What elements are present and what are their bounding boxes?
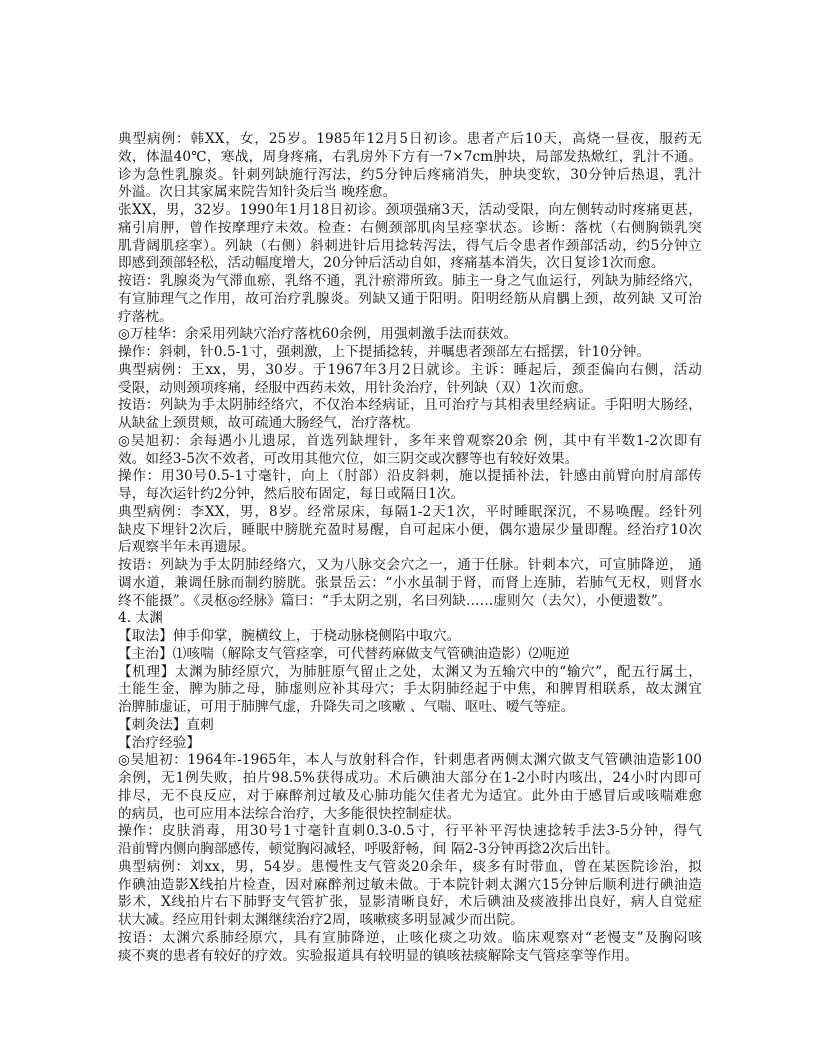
- text-line: 从缺盆上颈贯颊，故可疏通大肠经气，治疗落枕。: [118, 415, 420, 431]
- text-line: ◎吴旭初：1964年-1965年，本人与放射科合作，针刺患者两侧太渊穴做支气管碘油造影100: [118, 752, 702, 769]
- paragraph-section: [118, 664, 702, 717]
- text-line: ◎吴旭初：余每遇小儿遗尿，首选列缺埋针，多年来曾观察20余 例，其中有半数1-2次即有: [118, 432, 702, 449]
- text-line: 按语：乳腺炎为气滞血瘀，乳络不通，乳汁瘀滞所致。肺主一身之气血运行，列缺为肺经络穴，: [118, 273, 702, 289]
- document-page: [118, 131, 702, 965]
- text-line: 状大减。经应用针刺太渊继续治疗2周，咳嗽痰多明显减少而出院。: [118, 912, 524, 928]
- paragraph-method: [118, 468, 702, 504]
- paragraph-expert: [118, 326, 702, 344]
- paragraph-note: [118, 557, 702, 610]
- text-line: 受限，动则颈项疼痛，经服中西药未效，用针灸治疗，针列缺（双）1次而愈。: [118, 379, 593, 396]
- text-line: 典型病例：李XX，男，8岁。经常尿床，每隔1-2天1次，平时睡眠深沉，不易唤醒。经针列: [118, 503, 702, 520]
- paragraph-section: [118, 646, 702, 664]
- text-line: 排尽，无不良反应，对于麻醉剂过敏及心肺功能欠佳者尤为适宜。此外由于感冒后或咳喘难愈: [118, 787, 702, 804]
- paragraph-case: [118, 131, 702, 202]
- text-line: 操作：斜刺，针0.5-1寸，强刺激，上下提插捻转，并嘱患者颈部左右摇摆，针10分钟。: [118, 344, 651, 360]
- text-line: 调水道，兼调任脉而制约膀胱。张景岳云：“小水虽制于肾，而肾上连肺，若肺气无权，则肾水: [118, 574, 702, 591]
- text-line: 按语：太渊穴系肺经原穴，具有宣肺降逆，止咳化痰之功效。临床观察对“老慢支”及胸闷咳: [118, 929, 702, 946]
- text-line: 【治疗经验】: [118, 734, 201, 751]
- text-line: 【取法】伸手仰掌，腕横纹上，于桡动脉桡侧陷中取穴。: [118, 628, 461, 644]
- text-line: 诊为急性乳腺炎。针刺列缺施行泻法，约5分钟后疼痛消失，肿块变软，30分钟后热退，乳汁: [118, 166, 702, 183]
- text-line: 典型病例：王xx，男，30岁。于1967年3月2日就诊。主诉：睡起后，颈歪偏向右侧，活动: [118, 361, 702, 378]
- text-line: 操作：用30号0.5-1寸毫针，向上（肘部）沿皮斜刺，施以提插补法，针感由前臂向肘肩部传: [118, 468, 702, 485]
- paragraph-case: [118, 202, 702, 273]
- text-line: 操作：皮肤消毒，用30号1寸毫针直刺0.3-0.5寸，行平补平泻快速捻转手法3-5分钟，得气: [118, 823, 702, 840]
- paragraph-heading: [118, 610, 702, 628]
- text-line: 终不能摄”。《灵枢◎经脉》篇曰：“手太阴之别，名曰列缺……虚则欠（去欠），小便遗数”。: [118, 592, 672, 609]
- text-line: 【机理】太渊为肺经原穴，为肺脏原气留止之处，太渊又为五输穴中的“输穴”，配五行属土，: [118, 663, 702, 680]
- text-line: 即感到颈部轻松，活动幅度增大，20分钟后活动自如，疼痛基本消失，次日复诊1次而愈。: [118, 255, 665, 272]
- text-line: 导，每次运针约2分钟，然后胶布固定，每日或隔日1次。: [118, 486, 465, 502]
- paragraph-section: [118, 735, 702, 753]
- text-line: 沿前臂内侧向胸部感传，顿觉胸闷减轻，呼吸舒畅，间 隔2-3分钟再捻2次后出针。: [118, 841, 619, 857]
- text-line: 【主治】⑴咳喘（解除支气管痉挛，可代替药麻做支气管碘油造影）⑵呃逆: [118, 645, 570, 662]
- text-line: 作碘油造影X线拍片检查，因对麻醉剂过敏未做。于本院针刺太渊穴15分钟后顺利进行碘油造: [118, 876, 702, 893]
- text-line: 缺皮下埋针2次后，睡眠中膀胱充盈时易醒，自可起床小便，偶尔遗尿少量即醒。经治疗10次: [118, 521, 702, 538]
- text-line: 土能生金，脾为肺之母，肺虚则应补其母穴；手太阴肺经起于中焦，和脾胃相联系，故太渊宜: [118, 681, 702, 698]
- text-line: ◎万桂华：余采用列缺穴治疗落枕60余例，用强刺激手法而获效。: [118, 326, 518, 343]
- text-line: 痰不爽的患者有较好的疗效。实验报道具有较明显的镇咳祛痰解除支气管痉挛等作用。: [118, 947, 639, 964]
- text-line: 按语：列缺为手太阴肺经络穴，不仅治本经病证，且可治疗与其相表里经病证。手阳明大肠经，: [118, 397, 702, 414]
- text-line: 外溢。次日其家属来院告知针灸后当 晚痊愈。: [118, 184, 397, 201]
- paragraph-method: [118, 823, 702, 859]
- text-line: 张XX，男，32岁。1990年1月18日初诊。颈项强痛3天，活动受限，向左侧转动时疼痛更甚，: [118, 202, 702, 218]
- paragraph-expert: [118, 433, 702, 469]
- paragraph-section: [118, 717, 702, 735]
- paragraph-case: [118, 859, 702, 930]
- text-line: 余例，无1例失败，拍片98.5%获得成功。术后碘油大部分在1-2小时内咳出，24小时内即可: [118, 770, 702, 786]
- text-line: 典型病例：韩XX，女，25岁。1985年12月5日初诊。患者产后10天，高烧一昼夜，服药无: [118, 131, 702, 147]
- paragraph-method: [118, 344, 702, 362]
- text-line: 典型病例：刘xx，男，54岁。患慢性支气管炎20余年，痰多有时带血，曾在某医院诊治，拟: [118, 858, 702, 875]
- text-line: 按语：列缺为手太阴肺经络穴，又为八脉交会穴之一，通于任脉。针刺本穴，可宣肺降逆， 通: [118, 557, 702, 573]
- text-line: 影术，X线拍片右下肺野支气管扩张，显影清晰良好，术后碘油及痰液排出良好，病人自觉症: [118, 894, 702, 911]
- text-line: 效，体温40℃，寒战，周身疼痛，右乳房外下方有一7×7cm肿块，局部发热焮红，乳汁不通。: [118, 148, 702, 165]
- text-line: 【刺灸法】直刺: [118, 716, 214, 733]
- text-line: 肌背阔肌痉挛）。列缺（右侧）斜刺进针后用捻转泻法，得气后令患者作颈部活动，约5分钟立: [118, 237, 702, 254]
- text-line: 有宣肺理气之作用，故可治疗乳腺炎。列缺又通于阳明。阳明经筋从肩髃上颈，故列缺 又可治: [118, 290, 702, 307]
- text-line: 4. 太渊: [118, 610, 163, 627]
- text-line: 治脾肺虚证，可用于肺脾气虚，升降失司之咳嗽 、气喘、呕吐、嗳气等症。: [118, 699, 575, 715]
- paragraph-note: [118, 273, 702, 326]
- text-line: 的病员，也可应用本法综合治疗，大多能很快控制症状。: [118, 805, 461, 822]
- paragraph-case: [118, 504, 702, 557]
- paragraph-note: [118, 397, 702, 433]
- paragraph-note: [118, 930, 702, 966]
- text-line: 效。如经3-5次不效者，可改用其他穴位，如三阴交或次髎等也有较好效果。: [118, 450, 579, 467]
- paragraph-case: [118, 362, 702, 398]
- paragraph-section: [118, 628, 702, 646]
- text-line: 疗落枕。: [118, 308, 173, 325]
- text-line: 痛引肩胛，曾作按摩理疗未效。检查：右侧颈部肌肉呈痉挛状态。诊断：落枕（右侧胸锁乳突: [118, 219, 702, 236]
- text-line: 后观察半年未再遗尿。: [118, 539, 255, 556]
- paragraph-expert: [118, 752, 702, 823]
